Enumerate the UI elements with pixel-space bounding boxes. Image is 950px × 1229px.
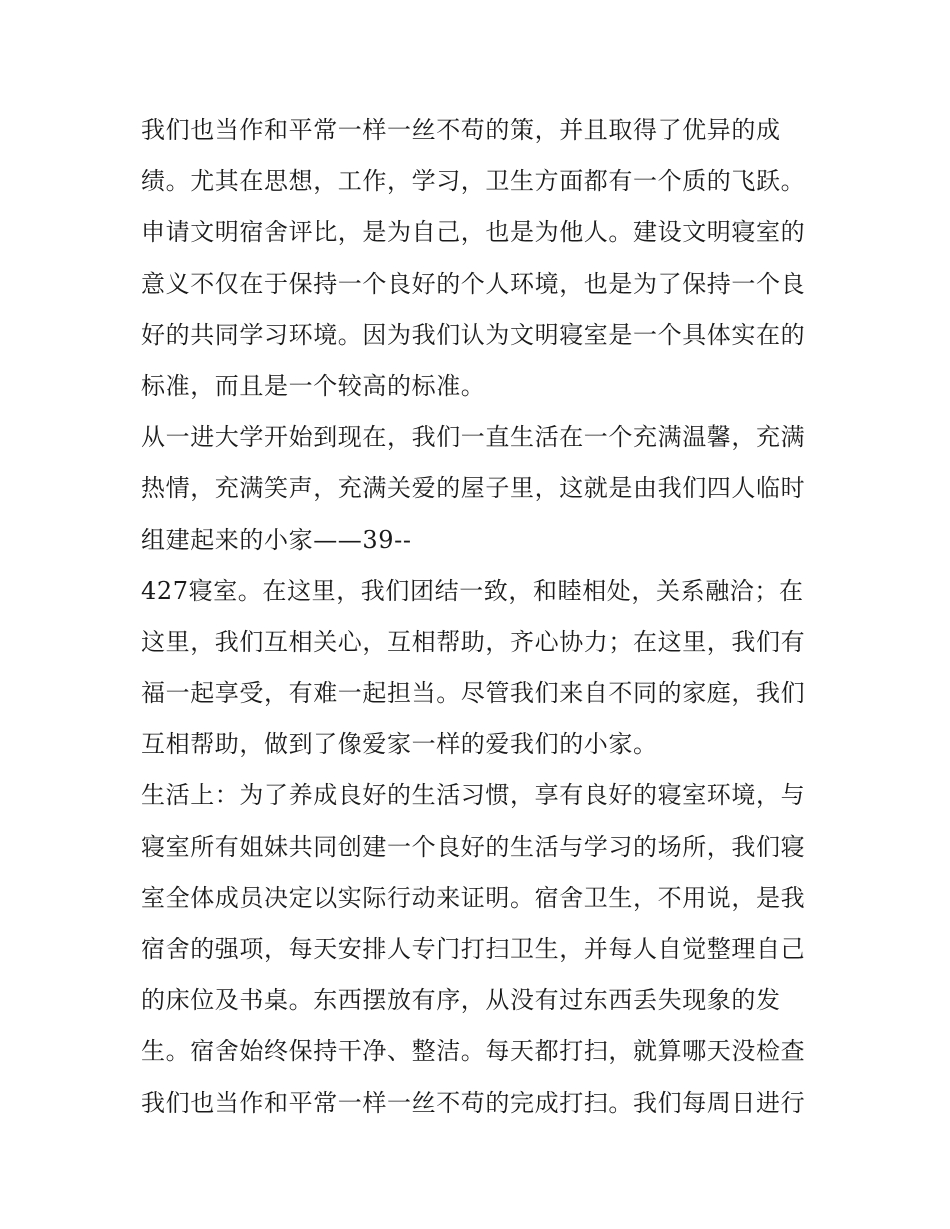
text-line: 宿舍的强项，每天安排人专门打扫卫生，并每人自觉整理自己	[141, 935, 806, 963]
text-line: 生。宿舍始终保持干净、整洁。每天都打扫，就算哪天没检查	[141, 1037, 806, 1066]
text-line: 绩。尤其在思想，工作，学习，卫生方面都有一个质的飞跃。	[141, 167, 806, 196]
text-line: 的床位及书桌。东西摆放有序，从没有过东西丢失现象的发	[141, 986, 781, 1015]
text-line: 申请文明宿舍评比，是为自己，也是为他人。建设文明寝室的	[141, 218, 806, 247]
text-line: 组建起来的小家——39--	[141, 525, 412, 554]
body-text	[141, 105, 821, 1129]
text-line: 互相帮助，做到了像爱家一样的爱我们的小家。	[141, 730, 658, 759]
text-line: 寝室所有姐妹共同创建一个良好的生活与学习的场所，我们寝	[141, 832, 806, 861]
text-line: 好的共同学习环境。因为我们认为文明寝室是一个具体实在的	[141, 320, 806, 349]
text-line: 这里，我们互相关心，互相帮助，齐心协力；在这里，我们有	[141, 627, 806, 656]
text-line: 福一起享受，有难一起担当。尽管我们来自不同的家庭，我们	[141, 679, 806, 708]
text-line: 生活上：为了养成良好的生活习惯，享有良好的寝室环境，与	[141, 781, 806, 810]
text-line: 室全体成员决定以实际行动来证明。宿舍卫生，不用说，是我	[141, 883, 806, 912]
text-line: 热情，充满笑声，充满关爱的屋子里，这就是由我们四人临时	[141, 474, 806, 503]
text-line: 我们也当作和平常一样一丝不苟的完成打扫。我们每周日进行	[141, 1088, 806, 1117]
text-line: 我们也当作和平常一样一丝不苟的策，并且取得了优异的成	[141, 116, 781, 144]
text-line: 427寝室。在这里，我们团结一致，和睦相处，关系融洽；在	[141, 576, 804, 605]
text-line: 从一进大学开始到现在，我们一直生活在一个充满温馨，充满	[141, 423, 806, 452]
text-line: 标准，而且是一个较高的标准。	[141, 371, 486, 400]
text-line: 意义不仅在于保持一个良好的个人环境，也是为了保持一个良	[141, 269, 806, 298]
